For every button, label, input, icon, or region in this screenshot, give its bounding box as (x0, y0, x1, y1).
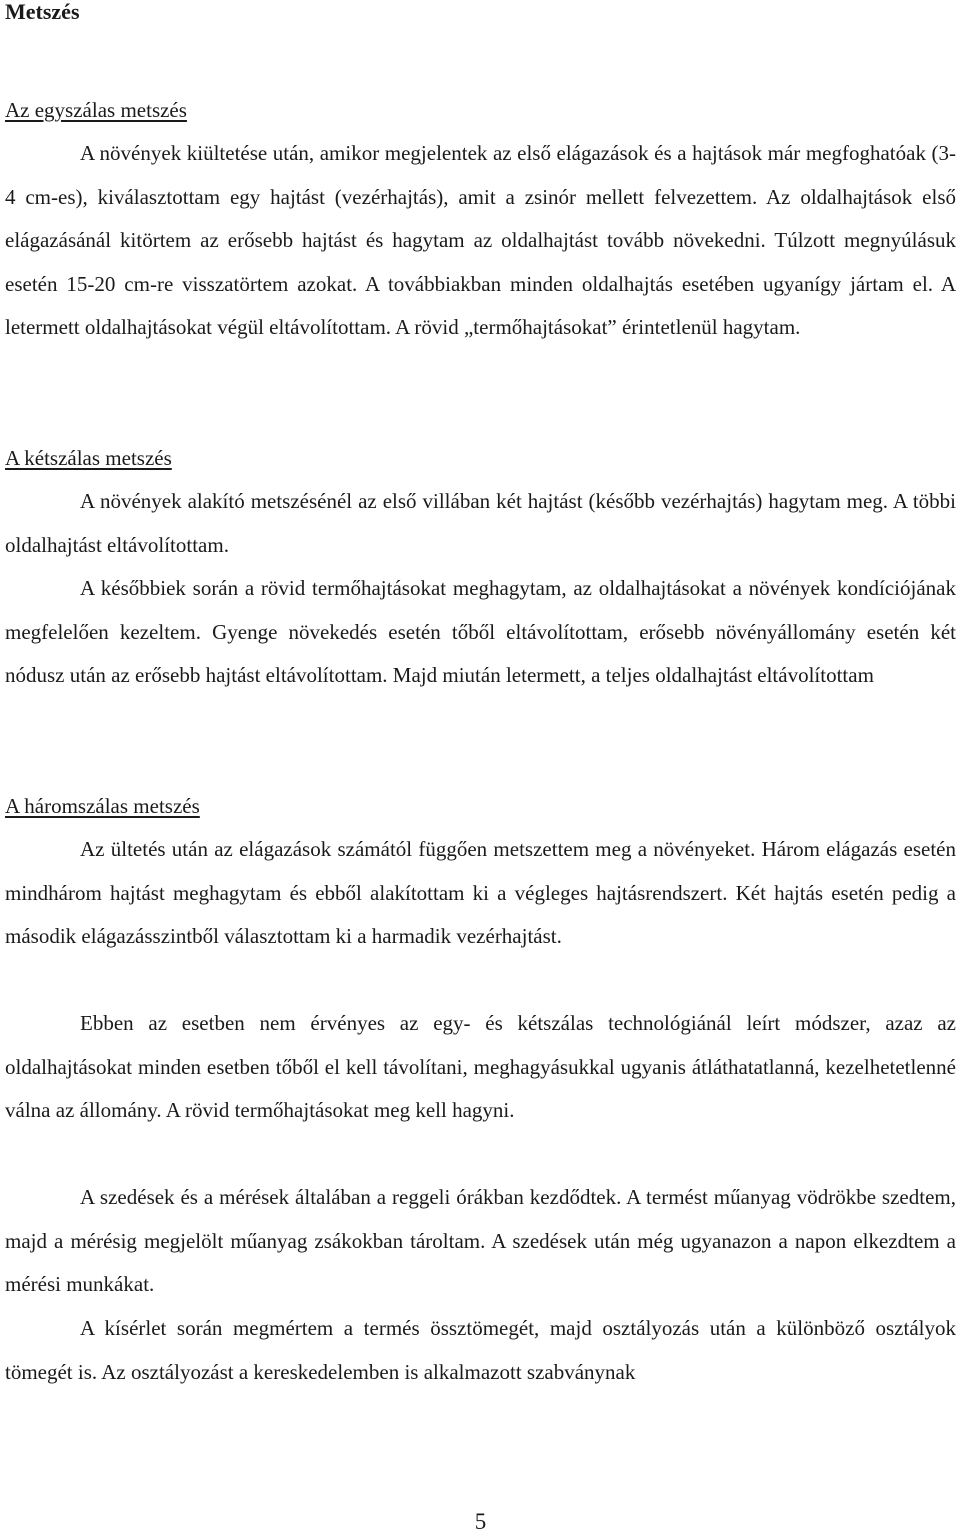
paragraph: A szedések és a mérések általában a reggeli órákban kezdődtek. A termést műanyag vödrökbe szedtem, majd a mérésig megjelölt műanyag zsákokban tároltam. A szedések után még ugyanazon a napon elkezdtem a mérési munkákat. (5, 1185, 956, 1296)
paragraph: Az ültetés után az elágazások számától függően metszettem meg a növényeket. Három elágazás esetén mindhárom hajtást meghagytam és ebből alakítottam ki a végleges hajtásrendszert. Két hajtás esetén pedig a második elágazásszintből választottam ki a harmadik vezérhajtást. (5, 837, 956, 948)
page-number: 5 (474, 1509, 487, 1534)
paragraph: A növények kiültetése után, amikor megjelentek az első elágazások és a hajtások már megfoghatóak (3-4 cm-es), kiválasztottam egy hajtást (vezérhajtás), amit a zsinór mellett felvezettem. Az oldalhajtások első elágazásánál kitörtem az erősebb hajtást és hagytam az oldalhajtást tovább növekedni. Túlzott megnyúlásuk esetén 15-20 cm-re visszatörtem azokat. A továbbiakban minden oldalhajtás esetében ugyanígy jártam el. A letermett oldalhajtásokat végül eltávolítottam. A rövid „termőhajtásokat” érintetlenül hagytam. (5, 141, 956, 339)
paragraph: Ebben az esetben nem érvényes az egy- és kétszálas technológiánál leírt módszer, azaz az oldalhajtásokat minden esetben tőből el kell távolítani, meghagyásukkal ugyanis átláthatatlanná, kezelhetetlenné válna az állomány. A rövid termőhajtásokat meg kell hagyni. (5, 1011, 956, 1122)
page-title: Metszés (5, 0, 80, 24)
section-heading-two-stem: A kétszálas metszés (5, 446, 172, 470)
paragraph: A növények alakító metszésénél az első villában két hajtást (később vezérhajtás) hagytam meg. A többi oldalhajtást eltávolítottam. (5, 489, 956, 557)
section-heading-three-stem: A háromszálas metszés (5, 794, 200, 818)
paragraph: A későbbiek során a rövid termőhajtásokat meghagytam, az oldalhajtásokat a növények kondíciójának megfelelően kezeltem. Gyenge növekedés esetén tőből eltávolítottam, erősebb növényállomány esetén két nódusz után az erősebb hajtást eltávolítottam. Majd miután letermett, a teljes oldalhajtást eltávolítottam (5, 576, 956, 687)
section-heading-single-stem: Az egyszálas metszés (5, 98, 187, 122)
paragraph: A kísérlet során megmértem a termés össztömegét, majd osztályozás után a különböző osztályok tömegét is. Az osztályozást a kereskedelemben is alkalmazott szabványnak (5, 1316, 956, 1384)
